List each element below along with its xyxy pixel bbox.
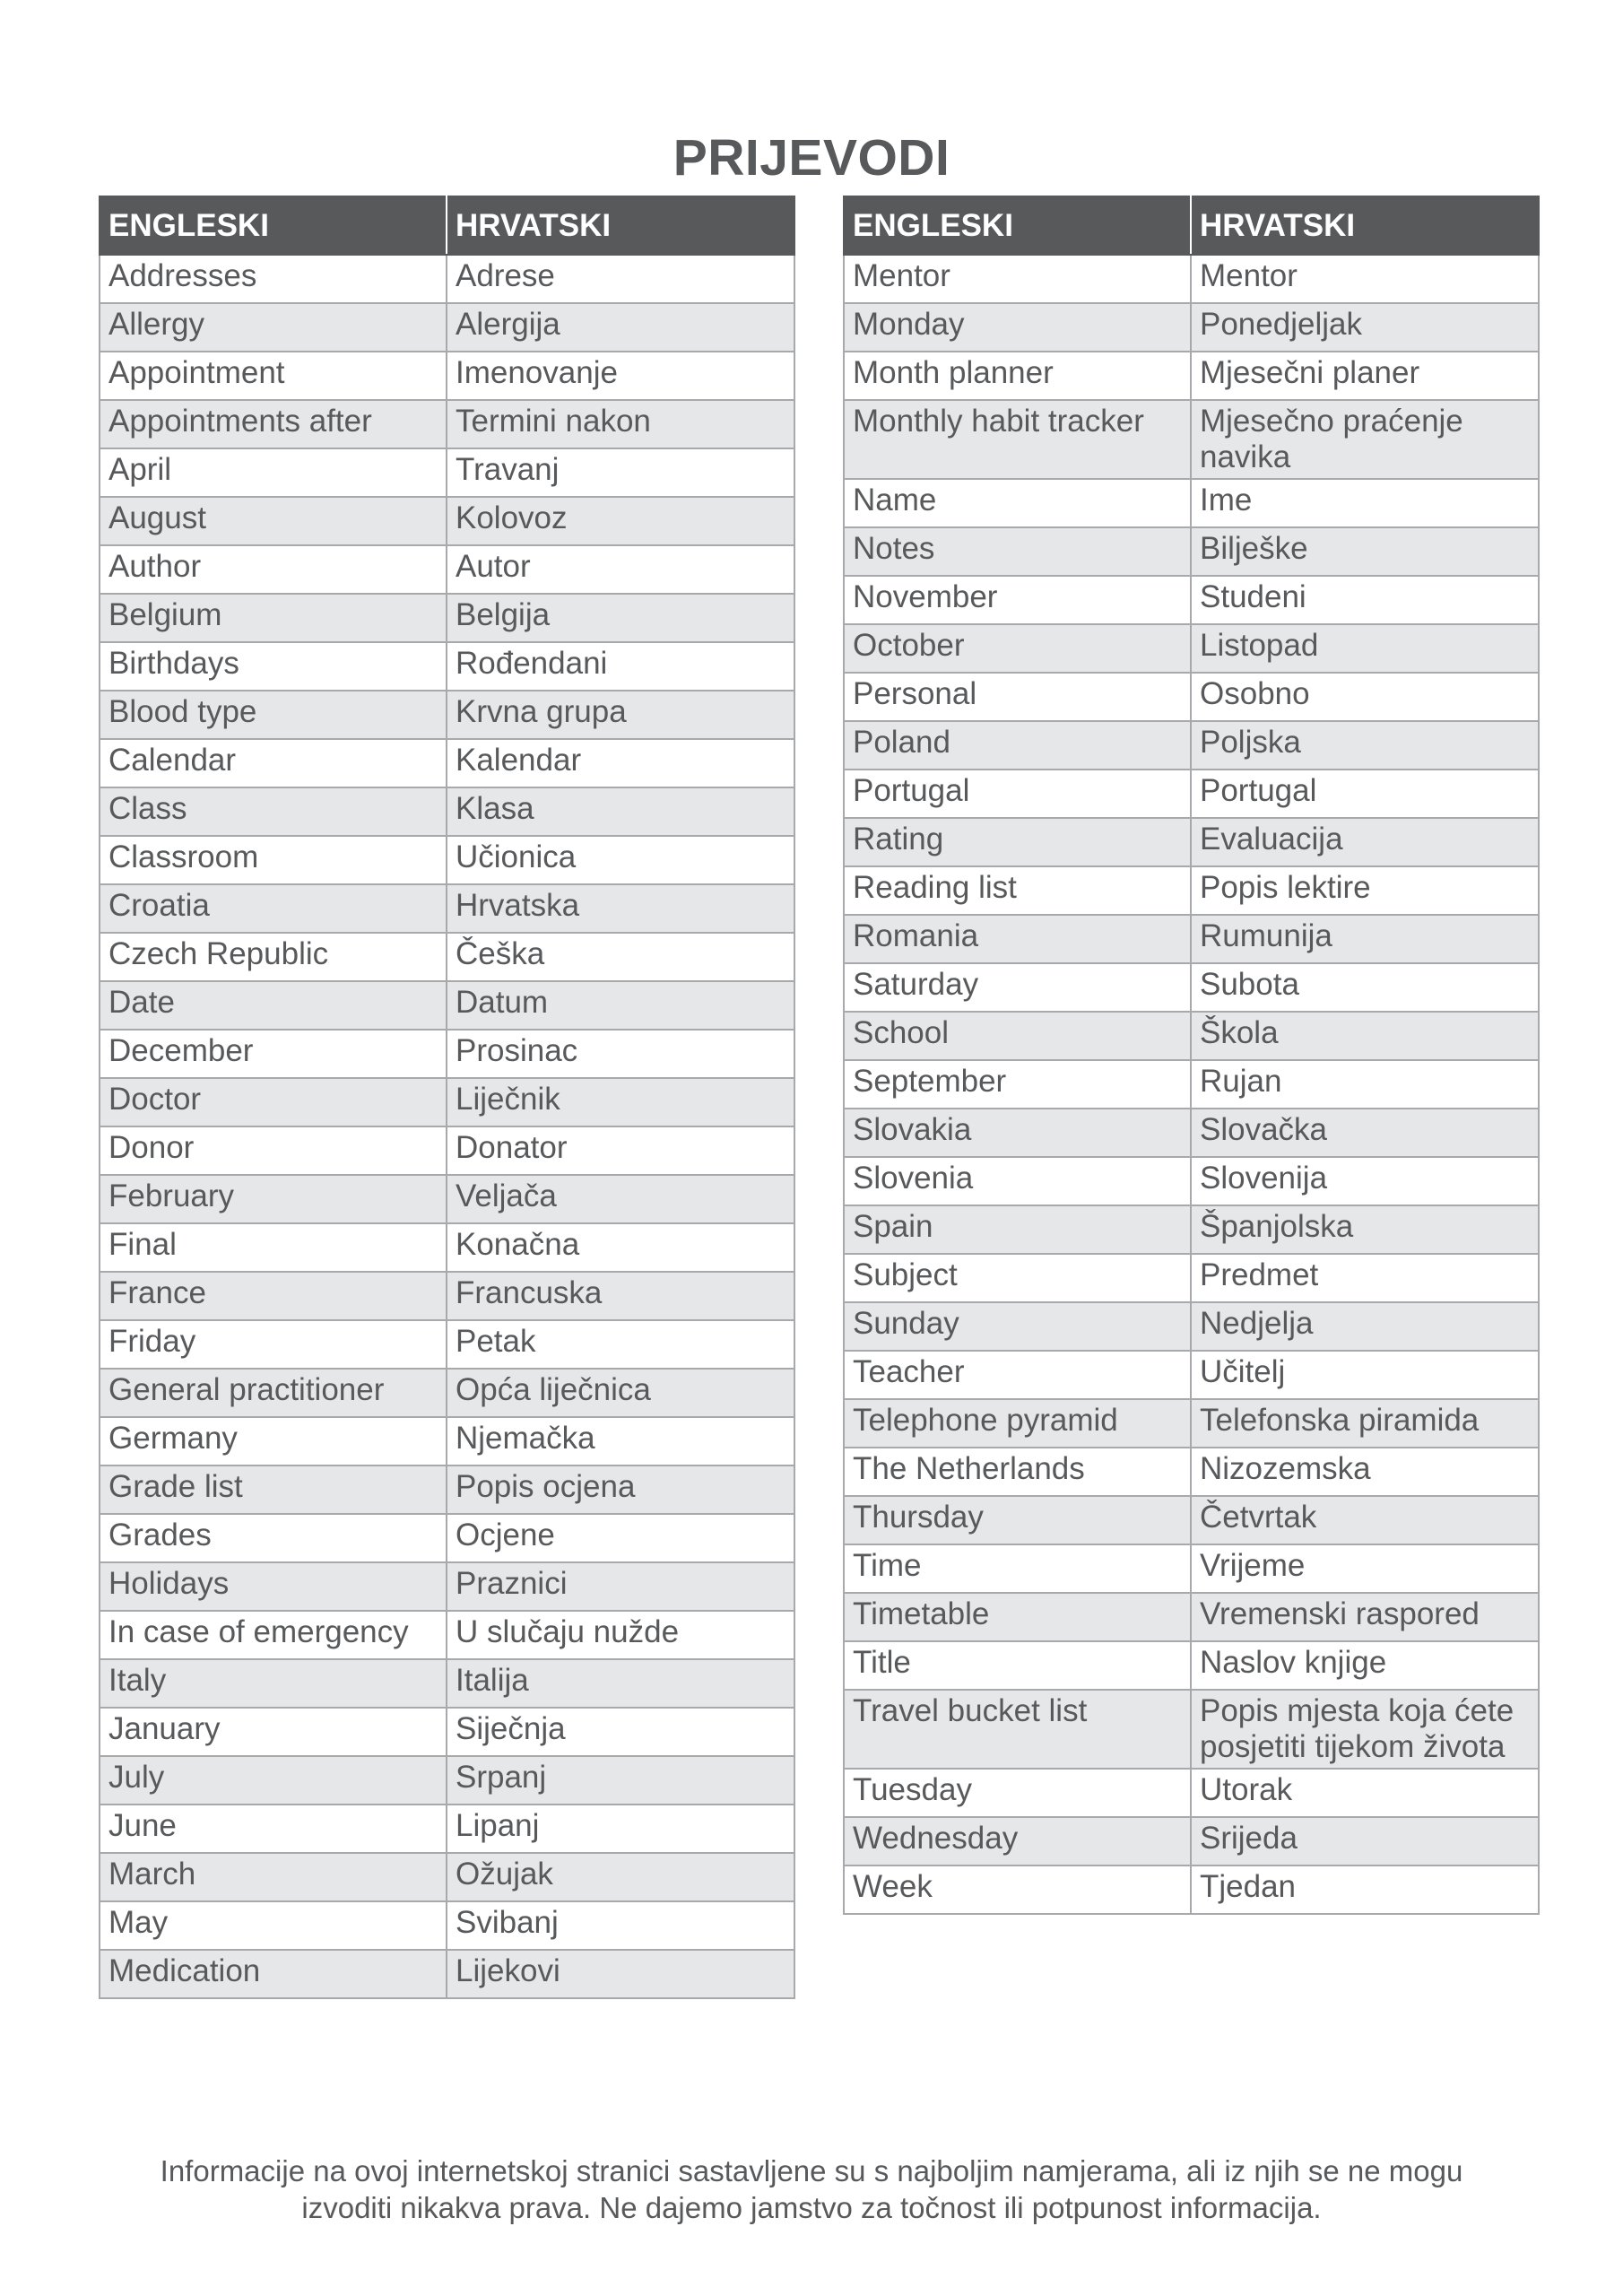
croatian-term: Kolovoz [447,497,794,545]
table-row [844,1593,1539,1641]
croatian-term: Portugal [1191,770,1539,818]
page-title: PRIJEVODI [673,129,950,187]
croatian-term: Krvna grupa [447,691,794,739]
croatian-term: Vrijeme [1191,1544,1539,1593]
english-term: Holidays [100,1562,447,1611]
english-term: Subject [844,1254,1191,1302]
english-term: Doctor [100,1078,447,1126]
table-row [100,739,794,787]
croatian-term: Češka [447,933,794,981]
table-row [844,352,1539,400]
croatian-term: Srpanj [447,1756,794,1805]
english-term: Time [844,1544,1191,1593]
croatian-term: Travanj [447,448,794,497]
english-term: Week [844,1866,1191,1914]
table-row [100,400,794,448]
english-term: General practitioner [100,1369,447,1417]
croatian-term: Popis mjesta koja ćete posjetiti tijekom života [1191,1690,1539,1769]
croatian-term: Slovačka [1191,1109,1539,1157]
table-row [844,1157,1539,1205]
table-row [100,352,794,400]
table-row [844,866,1539,915]
english-term: Poland [844,721,1191,770]
english-term: Name [844,479,1191,527]
disclaimer-line-1: Informacije na ovoj internetskoj stranici sastavljene su s najboljim namjerama, ali iz njih se ne mogu [160,2154,1463,2187]
english-term: Italy [100,1659,447,1708]
croatian-term: Donator [447,1126,794,1175]
table-row [100,691,794,739]
right-translation-table-container [843,196,1538,1915]
english-term: Blood type [100,691,447,739]
disclaimer-footer [0,2152,1623,2226]
english-term: Birthdays [100,642,447,691]
english-term: Thursday [844,1496,1191,1544]
croatian-term: Listopad [1191,624,1539,673]
english-term: Slovenia [844,1157,1191,1205]
croatian-term: Rumunija [1191,915,1539,963]
croatian-term: Termini nakon [447,400,794,448]
english-term: July [100,1756,447,1805]
table-row [100,1078,794,1126]
table-row [100,1320,794,1369]
english-term: January [100,1708,447,1756]
croatian-term: Subota [1191,963,1539,1012]
table-row [844,624,1539,673]
croatian-term: Mjesečni planer [1191,352,1539,400]
table-row [844,1448,1539,1496]
croatian-term: Studeni [1191,576,1539,624]
header-english: ENGLESKI [100,196,447,255]
table-row [844,1060,1539,1109]
table-row [100,1465,794,1514]
table-row [844,303,1539,352]
croatian-term: Popis ocjena [447,1465,794,1514]
table-row [844,1866,1539,1914]
table-row [844,1399,1539,1448]
english-term: Monday [844,303,1191,352]
table-row [844,770,1539,818]
table-row [100,1272,794,1320]
croatian-term: Škola [1191,1012,1539,1060]
table-row [100,933,794,981]
croatian-term: Ime [1191,479,1539,527]
croatian-term: Datum [447,981,794,1030]
english-term: Germany [100,1417,447,1465]
table-row [844,1302,1539,1351]
english-term: Allergy [100,303,447,352]
english-term: Final [100,1223,447,1272]
table-row [844,963,1539,1012]
left-translation-table-container [99,196,794,1999]
table-row [100,255,794,303]
croatian-term: Tjedan [1191,1866,1539,1914]
english-term: Friday [100,1320,447,1369]
table-row [100,787,794,836]
english-term: Slovakia [844,1109,1191,1157]
table-row [844,1817,1539,1866]
table-row [100,981,794,1030]
croatian-term: Ponedjeljak [1191,303,1539,352]
english-term: Travel bucket list [844,1690,1191,1769]
table-row [100,1126,794,1175]
croatian-term: Veljača [447,1175,794,1223]
croatian-term: Italija [447,1659,794,1708]
table-header-row [844,196,1539,255]
table-row [100,1659,794,1708]
english-term: The Netherlands [844,1448,1191,1496]
table-row [844,1351,1539,1399]
english-term: Spain [844,1205,1191,1254]
table-row [100,1950,794,1998]
table-row [100,303,794,352]
english-term: April [100,448,447,497]
english-term: Telephone pyramid [844,1399,1191,1448]
table-row [844,1254,1539,1302]
croatian-term: Francuska [447,1272,794,1320]
english-term: Calendar [100,739,447,787]
table-row [100,884,794,933]
croatian-term: Vremenski raspored [1191,1593,1539,1641]
english-term: Notes [844,527,1191,576]
table-row [844,576,1539,624]
english-term: Sunday [844,1302,1191,1351]
croatian-term: Osobno [1191,673,1539,721]
english-term: School [844,1012,1191,1060]
croatian-term: Predmet [1191,1254,1539,1302]
croatian-term: Ožujak [447,1853,794,1901]
croatian-term: Autor [447,545,794,594]
right-table-body [844,255,1539,1914]
croatian-term: Slovenija [1191,1157,1539,1205]
table-row [100,642,794,691]
left-table-body [100,255,794,1998]
croatian-term: Opća liječnica [447,1369,794,1417]
croatian-term: Nizozemska [1191,1448,1539,1496]
table-row [844,1205,1539,1254]
table-row [100,836,794,884]
english-term: Portugal [844,770,1191,818]
table-row [100,448,794,497]
english-term: February [100,1175,447,1223]
english-term: Title [844,1641,1191,1690]
table-row [844,1012,1539,1060]
table-row [844,1769,1539,1817]
english-term: France [100,1272,447,1320]
croatian-term: Nedjelja [1191,1302,1539,1351]
croatian-term: Naslov knjige [1191,1641,1539,1690]
table-row [844,818,1539,866]
croatian-term: Poljska [1191,721,1539,770]
croatian-term: Rujan [1191,1060,1539,1109]
table-row [844,1641,1539,1690]
table-row [100,1369,794,1417]
croatian-term: Hrvatska [447,884,794,933]
english-term: Romania [844,915,1191,963]
english-term: Mentor [844,255,1191,303]
table-row [100,1175,794,1223]
english-term: Wednesday [844,1817,1191,1866]
english-term: Reading list [844,866,1191,915]
english-term: December [100,1030,447,1078]
table-row [100,497,794,545]
english-term: Tuesday [844,1769,1191,1817]
croatian-term: Mjesečno praćenje navika [1191,400,1539,479]
croatian-term: Petak [447,1320,794,1369]
croatian-term: Konačna [447,1223,794,1272]
english-term: In case of emergency [100,1611,447,1659]
croatian-term: Lijekovi [447,1950,794,1998]
english-term: Date [100,981,447,1030]
croatian-term: Imenovanje [447,352,794,400]
table-row [844,255,1539,303]
table-row [100,1901,794,1950]
croatian-term: Belgija [447,594,794,642]
croatian-term: Učionica [447,836,794,884]
english-term: October [844,624,1191,673]
english-term: Croatia [100,884,447,933]
english-term: Appointment [100,352,447,400]
table-header-row [100,196,794,255]
croatian-term: Bilješke [1191,527,1539,576]
croatian-term: Utorak [1191,1769,1539,1817]
right-translation-table [843,196,1540,1915]
english-term: August [100,497,447,545]
table-row [844,527,1539,576]
table-row [844,721,1539,770]
table-row [100,1611,794,1659]
croatian-term: Kalendar [447,739,794,787]
croatian-term: Alergija [447,303,794,352]
english-term: Teacher [844,1351,1191,1399]
english-term: Grades [100,1514,447,1562]
english-term: September [844,1060,1191,1109]
english-term: Grade list [100,1465,447,1514]
table-row [844,400,1539,479]
english-term: Rating [844,818,1191,866]
table-row [100,1030,794,1078]
english-term: Author [100,545,447,594]
left-translation-table [99,196,795,1999]
table-row [844,673,1539,721]
table-row [100,1805,794,1853]
english-term: Saturday [844,963,1191,1012]
table-row [100,1562,794,1611]
croatian-term: U slučaju nužde [447,1611,794,1659]
croatian-term: Rođendani [447,642,794,691]
english-term: Timetable [844,1593,1191,1641]
english-term: Personal [844,673,1191,721]
croatian-term: Liječnik [447,1078,794,1126]
table-row [100,1514,794,1562]
croatian-term: Mentor [1191,255,1539,303]
croatian-term: Lipanj [447,1805,794,1853]
english-term: Class [100,787,447,836]
table-row [100,1223,794,1272]
english-term: March [100,1853,447,1901]
croatian-term: Svibanj [447,1901,794,1950]
croatian-term: Evaluacija [1191,818,1539,866]
english-term: Czech Republic [100,933,447,981]
croatian-term: Ocjene [447,1514,794,1562]
english-term: May [100,1901,447,1950]
english-term: November [844,576,1191,624]
english-term: Belgium [100,594,447,642]
english-term: Addresses [100,255,447,303]
table-row [100,1853,794,1901]
english-term: Appointments after [100,400,447,448]
table-row [844,1496,1539,1544]
table-row [844,479,1539,527]
croatian-term: Klasa [447,787,794,836]
croatian-term: Siječnja [447,1708,794,1756]
english-term: Donor [100,1126,447,1175]
english-term: June [100,1805,447,1853]
table-row [100,1417,794,1465]
croatian-term: Praznici [447,1562,794,1611]
english-term: Monthly habit tracker [844,400,1191,479]
croatian-term: Španjolska [1191,1205,1539,1254]
table-row [100,1756,794,1805]
croatian-term: Srijeda [1191,1817,1539,1866]
croatian-term: Učitelj [1191,1351,1539,1399]
header-croatian: HRVATSKI [1191,196,1539,255]
croatian-term: Telefonska piramida [1191,1399,1539,1448]
header-croatian: HRVATSKI [447,196,794,255]
header-english: ENGLESKI [844,196,1191,255]
table-row [844,915,1539,963]
table-row [844,1690,1539,1769]
english-term: Classroom [100,836,447,884]
english-term: Medication [100,1950,447,1998]
table-row [100,594,794,642]
croatian-term: Njemačka [447,1417,794,1465]
croatian-term: Adrese [447,255,794,303]
disclaimer-line-2: izvoditi nikakva prava. Ne dajemo jamstvo za točnost ili potpunost informacija. [301,2191,1322,2224]
table-row [100,1708,794,1756]
table-row [844,1544,1539,1593]
croatian-term: Popis lektire [1191,866,1539,915]
croatian-term: Četvrtak [1191,1496,1539,1544]
english-term: Month planner [844,352,1191,400]
table-row [100,545,794,594]
table-row [844,1109,1539,1157]
croatian-term: Prosinac [447,1030,794,1078]
